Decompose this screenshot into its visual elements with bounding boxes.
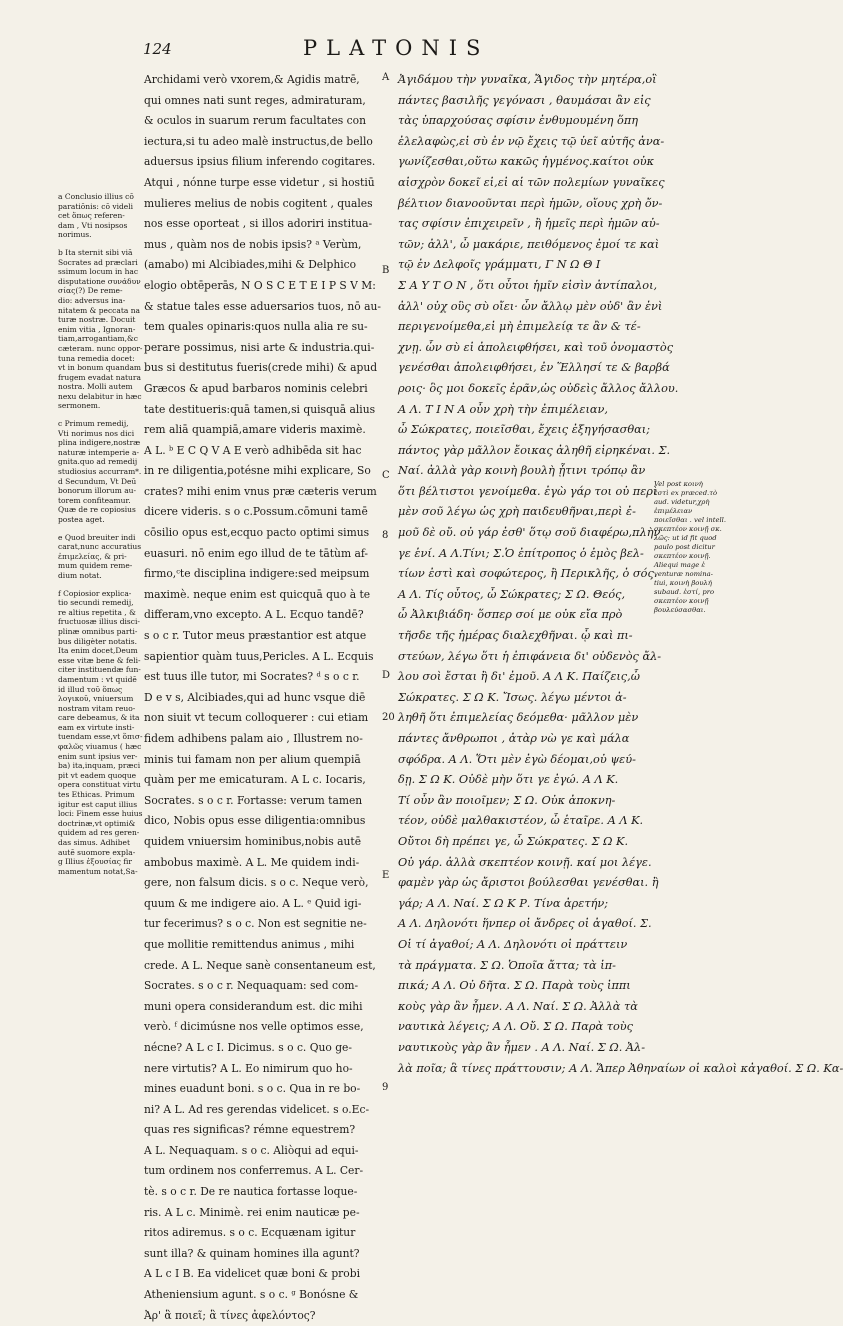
greek-line: Τί οὖν ἂν ποιοῖμεν; Σ Ω. Οὐκ ἀποκνη- xyxy=(398,793,616,807)
latin-line: mus , quàm nos de nobis ipsis? ᵃ Verùm, xyxy=(144,237,362,251)
right-note-line: Aliequi mage ἐ xyxy=(654,561,706,569)
margin-note-line: tes Ethicas. Primum xyxy=(58,790,135,800)
greek-line: Οὔτοι δὴ πρέπει γε, ὦ Σώκρατες. Σ Ω Κ. xyxy=(398,834,629,848)
margin-note-line: turæ nostræ. Docuit xyxy=(58,315,136,325)
latin-line: crates? mihi enim vnus præ cæteris verum xyxy=(144,484,377,498)
margin-note-line: quidem ad res geren- xyxy=(58,828,140,838)
section-markers xyxy=(378,0,394,1227)
latin-line: quidem vniuersim hominibus,nobis autē xyxy=(144,834,362,848)
right-note-line: σκεπτέον κοινῇ σκ. xyxy=(654,525,722,533)
margin-note-line: pit vt eadem quoque xyxy=(58,770,137,780)
latin-line: Socrates. s o c r. Nequaquam: sed com- xyxy=(144,979,359,993)
margin-note-line: mum quidem reme- xyxy=(58,561,133,571)
section-marker: D xyxy=(382,670,391,681)
greek-line: λου σοὶ ἔσται ἢ δι' ἐμοῦ. Α Λ Κ. Παίζεις,ὦ xyxy=(398,670,640,684)
margin-note-line: das simus. Adhibet xyxy=(58,838,131,847)
latin-line: sunt illa? & quinam homines illa agunt? xyxy=(144,1246,360,1260)
greek-line: μὲν σοῦ λέγω ὡς χρὴ παιδευθῆναι,περὶ ἐ- xyxy=(398,505,636,519)
margin-note-line: tuendam esse,vt ὅπισ- xyxy=(58,732,143,742)
margin-note-line: autē suomore expla- xyxy=(58,847,136,857)
latin-line: sapientior quàm tuus,Pericles. A L. Ecquis xyxy=(144,649,374,663)
latin-line: & statue tales esse aduersarios tuos, nō au- xyxy=(144,299,381,313)
right-note-line: βουλεύσασθαι. xyxy=(654,606,706,614)
latin-line: aduersus ipsius filium inferendo cogitares. xyxy=(144,155,376,169)
margin-note xyxy=(58,419,140,525)
margin-note-line: Quæ de re copiosius xyxy=(58,505,136,515)
greek-line: αἰσχρὸν δοκεῖ εἰ,εἰ αἱ τῶν πολεμίων γυναῖκες xyxy=(398,175,665,189)
margin-note-line: postea aget. xyxy=(58,515,105,524)
margin-note-line: dam , Vti nosipsos xyxy=(58,220,128,230)
greek-line: γάρ; Α Λ. Ναί. Σ Ω Κ Ρ. Τίνα ἀρετήν; xyxy=(398,896,609,910)
margin-note-line: ba) ita,inquam, præci xyxy=(58,761,141,771)
margin-note-line: plina indigere,nostræ xyxy=(58,438,141,448)
margin-note-line: plinæ omnibus parti- xyxy=(58,626,138,636)
margin-note-line: g Illius ἐξουσίας fir xyxy=(58,857,132,867)
latin-line: mines euadunt boni. s o c. Qua in re bo- xyxy=(144,1082,361,1096)
latin-line: tè. s o c r. De re nautica fortasse loque- xyxy=(144,1185,358,1199)
greek-line: γε ἑνί. Α Λ.Τίνι; Σ.Ὁ ἐπίτροπος ὁ ἐμὸς βελ- xyxy=(398,546,644,560)
margin-note-line: fructuosæ illius disci- xyxy=(58,617,140,627)
margin-note-line: dium notat. xyxy=(58,570,102,580)
latin-line: in re diligentia,potésne mihi explicare, So xyxy=(144,464,371,478)
greek-line: Ναί. ἀλλὰ γὰρ κοινὴ βουλὴ ᾗτινι τρόπῳ ἂν xyxy=(398,464,646,478)
greek-line: τὰς ὑπαρχούσας σφίσιν ἐνθυμουμένη ὅπη xyxy=(398,114,639,128)
greek-line: στεύων, λέγω ὅτι ἡ ἐπιφάνεια δι' οὐδενὸς ἄλ- xyxy=(398,649,662,663)
latin-line: muni opera considerandum est. dic mihi xyxy=(144,999,363,1013)
margin-note-line: gnita.quo ad remedij xyxy=(58,457,138,467)
greek-line: χνῃ. ὧν σὺ εἰ ἀπολειφθήσει, καὶ τοῦ ὀνομαστὸς xyxy=(398,340,674,354)
greek-line: γωνίζεσθαι,οὕτω κακῶς ἠγμένος.καίτοι οὐκ xyxy=(398,155,655,169)
right-note-line: paulo post dicitur xyxy=(654,543,715,551)
latin-text-column xyxy=(144,70,379,1326)
margin-note-line: Ita enim docet,Deum xyxy=(58,646,138,656)
margin-note-line: frugem evadat natura xyxy=(58,372,141,382)
greek-line: φαμὲν γὰρ ὡς ἄριστοι βούλεσθαι γενέσθαι. ἢ xyxy=(398,876,659,890)
greek-line: Α Λ. Δηλονότι ἥνπερ οἱ ἄνδρες οἱ ἀγαθοί. Σ. xyxy=(398,917,652,931)
section-marker: A xyxy=(382,72,390,83)
right-note-line: ποιεῖσθαι . vel intell. xyxy=(654,516,727,524)
greek-line: ναυτικοὺς γὰρ ἂν ἦμεν . Α Λ. Ναί. Σ Ω. Ἀλ- xyxy=(398,1040,646,1054)
margin-note-line: naturæ intemperie a- xyxy=(58,447,140,457)
margin-note-line: eam ex virtute insti- xyxy=(58,722,135,732)
greek-line: τέον, οὐδὲ μαλθακιστέον, ὦ ἑταῖρε. Α Λ Κ. xyxy=(398,814,644,828)
latin-line: qui omnes nati sunt reges, admiraturam, xyxy=(144,93,366,107)
section-marker: 8 xyxy=(382,530,389,541)
latin-line: dico, Nobis opus esse diligentia:omnibus xyxy=(144,814,366,828)
margin-note-line: cet ὅπως referen- xyxy=(58,211,125,221)
right-note-line: σκεπτέον κοινῇ xyxy=(654,597,709,605)
latin-line: firmo,ᶜte disciplina indigere:sed meipsum xyxy=(144,567,370,581)
latin-line: elogio obtēperās, N O S C E T E I P S V M: xyxy=(144,278,376,292)
margin-note-line: Socrates ad præclari xyxy=(58,257,138,267)
right-note-line: σκεπτέον κοινῇ. xyxy=(654,552,711,560)
section-marker: B xyxy=(382,265,390,276)
greek-line: ναυτικὰ λέγεις; Α Λ. Οὔ. Σ Ω. Παρὰ τοὺς xyxy=(398,1020,633,1034)
right-note-line: venturæ nomina- xyxy=(654,570,713,578)
margin-note-line: nostra. Molli autem xyxy=(58,382,133,392)
margin-note-line: φαλῶς viuamus ( hæc xyxy=(58,742,142,752)
page-number: 124 xyxy=(143,40,172,58)
right-note-line: aud. videtur,χρὴ xyxy=(654,498,710,506)
greek-line: γενέσθαι ἀπολειφθήσει, ἐν Ἕλλησί τε & βαρβά xyxy=(398,361,670,375)
margin-note xyxy=(58,588,143,877)
latin-line: minis tui famam non per alium quempiā xyxy=(144,752,361,766)
right-note-line: Vel post κοινὴ xyxy=(654,480,703,488)
margin-note-line: vt in bonum quandam xyxy=(58,363,142,373)
right-note-line: λῶς: ut id fit quod xyxy=(654,534,717,542)
latin-line: ni? A L. Ad res gerendas videlicet. s o.Ec- xyxy=(144,1102,370,1116)
margin-note-line: norimus. xyxy=(58,230,92,240)
greek-line: Σώκρατες. Σ Ω Κ. Ἴσως. λέγω μέντοι ἀ- xyxy=(398,690,627,704)
latin-line: rem aliā quampiā,amare videris maximè. xyxy=(144,423,366,437)
greek-line: ροις· ὃς μοι δοκεῖς ἐρᾶν,ὡς οὐδεὶς ἄλλος ἄλλου. xyxy=(398,381,679,395)
latin-line: tur fecerimus? s o c. Non est segnitie ne- xyxy=(144,917,367,931)
latin-line: quas res significas? rémne equestrem? xyxy=(144,1123,356,1137)
section-marker: 20 xyxy=(382,712,395,723)
left-margin-notes xyxy=(58,192,143,884)
margin-note-line: σίας(?) De reme- xyxy=(58,286,123,296)
margin-note-line: cæteram. nunc oppor- xyxy=(58,343,143,353)
margin-note-line: studiosius accurram*. xyxy=(58,467,142,477)
greek-line: τας σφίσιν ἐπιχειρεῖν , ἢ ἡμεῖς περὶ ἡμῶν αὐ- xyxy=(398,217,660,231)
margin-note-line: torem confiteamur. xyxy=(58,495,131,505)
margin-note-line: care debeamus, & ita xyxy=(58,713,140,723)
latin-line: fidem adhibens palam aio , Illustrem no- xyxy=(144,732,363,745)
latin-line: nos esse oporteat , si illos adoriri institua- xyxy=(144,217,373,231)
margin-note-line: c Primum remedij, xyxy=(58,419,129,429)
margin-note-line: a Conclusio illius cō xyxy=(58,192,134,201)
right-note-line: ἐπιμέλειαν xyxy=(654,507,693,515)
latin-line: A L c I B. Ea videlicet quæ boni & probi xyxy=(144,1267,360,1281)
greek-line: Οὐ γάρ. ἀλλὰ σκεπτέον κοινῇ. καί μοι λέγε. xyxy=(398,855,652,869)
margin-note-line: d Secundum, Vt Deū xyxy=(58,476,137,486)
margin-note-line: re altius repetita , & xyxy=(58,607,136,617)
greek-line: ἐλελαφὼς,εἰ σὺ ἐν νῷ ἔχεις τῷ ὑεῖ αὐτῆς ἀνα- xyxy=(398,134,665,148)
margin-note-line: b Ita sternit sibi viā xyxy=(58,247,133,257)
right-note-line: ἐστὶ ex præced.τὸ xyxy=(654,489,718,497)
latin-line: Socrates. s o c r. Fortasse: verum tamen xyxy=(144,793,363,807)
margin-note-line: esse vitæ bene & feli- xyxy=(58,655,141,665)
section-marker: E xyxy=(382,870,390,881)
margin-note-line: tio secundi remedij, xyxy=(58,598,134,608)
latin-line: Archidami verò vxorem,& Agidis matrē, xyxy=(144,73,360,86)
margin-note-line: enim vitia , Ignoran- xyxy=(58,324,136,334)
latin-line: nécne? A L c I. Dicimus. s o c. Quo ge- xyxy=(144,1040,352,1054)
greek-line: ἀλλ' οὐχ οὓς σὺ οἴει· ὧν ἄλλῳ μὲν οὐδ' ἂν ἑνὶ xyxy=(398,299,663,313)
greek-line: Α Λ. Τίς οὗτος, ὦ Σώκρατες; Σ Ω. Θεός, xyxy=(398,587,626,601)
margin-note-line: ἐπιμελείας, & pri- xyxy=(58,551,127,561)
greek-line: τὰ πράγματα. Σ Ω. Ὁποῖα ἄττα; τὰ ἱπ- xyxy=(398,958,616,972)
latin-line: perare possimus, nisi arte & industria.qui- xyxy=(144,340,375,354)
running-title: PLATONIS xyxy=(303,36,490,60)
greek-line: κοὺς γὰρ ἂν ἦμεν. Α Λ. Ναί. Σ Ω. Ἀλλὰ τὰ xyxy=(398,999,638,1013)
margin-note-line: f Copiosior explica- xyxy=(58,588,132,598)
latin-line: quum & me indigere aio. A L. ᵉ Quid igi- xyxy=(144,896,362,910)
greek-line: βέλτιον διανοοῦνται περὶ ἡμῶν, οἵους χρὴ ὄν- xyxy=(398,196,663,210)
latin-line: s o c r. Tutor meus præstantior est atque xyxy=(144,629,367,643)
greek-line: μοῦ δὲ οὔ. οὐ γάρ ἐσθ' ὅτῳ σοῦ διαφέρω,πλὴν xyxy=(398,526,661,540)
latin-line: verò. ᶠ dicimúsne nos velle optimos esse, xyxy=(144,1020,364,1034)
greek-line: Α Λ. Τ Ι Ν Α οὖν χρὴ τὴν ἐπιμέλειαν, xyxy=(398,402,609,416)
margin-note-line: tuna remedia docet: xyxy=(58,353,135,363)
margin-note-line: nitatem & peccata na xyxy=(58,305,141,315)
latin-line: nere virtutis? A L. Eo nimirum quo ho- xyxy=(144,1061,353,1075)
margin-note-line: citer instituendæ fun- xyxy=(58,665,141,675)
latin-line: ritos adiremus. s o c. Ecquænam igitur xyxy=(144,1226,356,1240)
greek-line: πάντες ἄνθρωποι , ἀτὰρ νὼ γε καὶ μάλα xyxy=(398,732,630,745)
latin-line: A L. ᵇ E C Q V A E verò adhibēda sit hac xyxy=(144,443,362,457)
margin-note-line: carat,nunc accuratius xyxy=(58,542,142,552)
margin-note-line: dio: adversus ina- xyxy=(58,295,126,305)
greek-line: πικά; Α Λ. Οὐ δῆτα. Σ Ω. Παρὰ τοὺς ἱππι xyxy=(398,979,631,993)
latin-line: tate destitueris:quā tamen,si quisquā alius xyxy=(144,402,376,416)
greek-line: ληθῆ ὅτι ἐπιμελείας δεόμεθα· μᾶλλον μὲν xyxy=(398,711,639,725)
page-header xyxy=(135,36,695,62)
margin-note-line: disputatione συνάδυν xyxy=(58,276,141,286)
greek-line: τῷ ἐν Δελφοῖς γράμματι, Γ Ν Ω Θ Ι xyxy=(398,258,601,272)
greek-line: Σ Α Υ Τ Ο Ν , ὅτι οὗτοι ἡμῖν εἰσὶν ἀντίπαλοι, xyxy=(398,278,658,292)
latin-line: iectura,si tu adeo malè instructus,de bello xyxy=(144,134,373,148)
right-margin-notes xyxy=(654,480,727,615)
latin-line: mulieres melius de nobis cogitent , quales xyxy=(144,196,373,210)
latin-line: tem quales opinaris:quos nulla alia re su- xyxy=(144,320,368,334)
latin-line: est tuus ille tutor, mi Socrates? ᵈ s o c r. xyxy=(144,670,360,684)
greek-line: Ἀγιδάμου τὴν γυναῖκα, Ἄγιδος τὴν μητέρα,οἳ xyxy=(398,73,657,86)
margin-note xyxy=(58,533,140,581)
latin-line: (amabo) mi Alcibiades,mihi & Delphico xyxy=(144,258,357,272)
latin-line: que mollitie remittendus animus , mihi xyxy=(144,937,355,951)
margin-note-line: λογικοῦ, vniuersum xyxy=(58,694,134,704)
latin-line: tum ordinem nos conferremus. A L. Cer- xyxy=(144,1164,364,1178)
right-note-line: subaud. ἐστί, pro xyxy=(654,588,715,596)
latin-line: ris. A L c. Minimè. rei enim nauticæ pe- xyxy=(144,1205,360,1219)
margin-note-line: nostram vitam reuo- xyxy=(58,703,136,713)
greek-line: πάντες βασιλῆς γεγόνασι , θαυμάσαι ἂν εἰς xyxy=(398,93,651,107)
greek-line: Οἱ τί ἀγαθοί; Α Λ. Δηλονότι οἱ πράττειν xyxy=(398,937,628,951)
margin-note-line: ssimum locum in hac xyxy=(58,267,139,277)
margin-note-line: Vti norimus nos dici xyxy=(58,428,135,438)
margin-note-line: enim sunt ipsius ver- xyxy=(58,751,138,761)
greek-line: τίων ἐστὶ καὶ σοφώτερος, ἢ Περικλῆς, ὁ σός. xyxy=(398,567,658,581)
margin-note-line: loci: Finem esse huius xyxy=(58,809,143,819)
latin-footer-line: Ἀρ' ἃ ποιεῖ; ἃ τίνες ἀφελόντος? xyxy=(144,1308,316,1322)
section-marker: C xyxy=(382,470,390,481)
latin-line: crede. A L. Neque sanè consentaneum est, xyxy=(144,958,376,972)
latin-line: Græcos & apud barbaros nominis celebri xyxy=(144,381,368,395)
latin-line: gere, non falsum dicis. s o c. Neque verò, xyxy=(144,876,369,890)
latin-line: differam,vno excepto. A L. Ecquo tandē? xyxy=(144,608,364,622)
latin-line: quàm per me emicaturam. A L c. Iocaris, xyxy=(144,773,366,787)
greek-line: ὦ Ἀλκιβιάδη· ὅσπερ σοί με οὐκ εἴα πρὸ xyxy=(398,608,623,622)
margin-note-line: igitur est caput illius xyxy=(58,799,138,809)
section-marker: 9 xyxy=(382,1082,389,1093)
latin-line: maximè. neque enim est quicquā quo à te xyxy=(144,587,371,601)
margin-note-line: sermonem. xyxy=(58,401,101,411)
latin-line: dicere videris. s o c.Possum.cōmuni tamē xyxy=(144,505,368,519)
greek-line: περιγενοίμεθα,εἰ μὴ ἐπιμελείᾳ τε ἂν & τέ- xyxy=(398,320,641,334)
greek-line: λὰ ποῖα; ἃ τίνες πράττουσιν; Α Λ. Ἅπερ Ἀθηναίων οἱ καλοὶ κἀγαθοί. Σ Ω. Κα- xyxy=(398,1061,843,1075)
greek-line: τῶν; ἀλλ', ὦ μακάριε, πειθόμενος ἐμοί τε καὶ xyxy=(398,237,660,251)
latin-line: Atqui , nónne turpe esse videtur , si hostiū xyxy=(144,175,375,189)
latin-line: bus si destitutus fueris(crede mihi) & apud xyxy=(144,361,378,375)
margin-note-line: paratiōnis: cō videli xyxy=(58,201,134,211)
margin-note-line: bus diligèter notatis. xyxy=(58,636,137,646)
right-note-line: tiui, κοινὴ βουλή xyxy=(654,579,712,587)
greek-line: σφόδρα. Α Λ. Ὅτι μὲν ἐγὼ δέομαι,οὐ ψεύ- xyxy=(398,752,636,766)
margin-note-line: opera constituat virtu xyxy=(58,780,141,790)
latin-line: A L. Nequaquam. s o c. Aliòqui ad equi- xyxy=(144,1143,359,1157)
margin-note-line: id illud τοῦ ὅπως xyxy=(58,684,123,694)
margin-note-line: damentum : vt quidē xyxy=(58,674,137,684)
latin-line: ambobus maximè. A L. Me quidem indi- xyxy=(144,855,360,869)
latin-line: Atheniensium agunt. s o c. ᵍ Bonósne & xyxy=(144,1288,359,1302)
greek-line: ὦ Σώκρατες, ποιεῖσθαι, ἔχεις ἐξηγήσασθαι; xyxy=(398,423,651,437)
margin-note-line: tiam,arrogantiam,&c xyxy=(58,334,138,344)
margin-note-line: nexu delabitur in hæc xyxy=(58,391,142,401)
margin-note xyxy=(58,192,140,240)
latin-line: cōsilio opus est,ecquo pacto optimi simus xyxy=(144,526,370,540)
greek-line: τῆσδε τῆς ἡμέρας διαλεχθῆναι. ᾧ καὶ πι- xyxy=(398,629,633,643)
margin-note-line: e Quod breuiter indi xyxy=(58,532,136,542)
latin-line: non siuit vt tecum colloquerer : cui etiam xyxy=(144,711,369,725)
greek-line: δῃ. Σ Ω Κ. Οὐδὲ μὴν ὅτι γε ἐγώ. Α Λ Κ. xyxy=(398,773,619,787)
latin-line: D e v s, Alcibiades,qui ad hunc vsque diē xyxy=(144,690,366,704)
latin-line: euasuri. nō enim ego illud de te tātùm af- xyxy=(144,546,369,560)
latin-line: & oculos in suarum rerum facultates con xyxy=(144,114,366,128)
greek-line: πάντος γὰρ μᾶλλον ἔοικας ἀληθῆ εἰρηκέναι. Σ. xyxy=(398,443,671,457)
margin-note-line: doctrinæ,vt optimi& xyxy=(58,818,136,828)
margin-note-line: bonorum illorum au- xyxy=(58,486,137,496)
greek-line: ὅτι βέλτιστοι γενοίμεθα. ἐγὼ γάρ τοι οὐ περὶ xyxy=(398,484,658,498)
margin-note xyxy=(58,247,143,411)
margin-note-line: mamentum notat,Sa- xyxy=(58,866,138,876)
